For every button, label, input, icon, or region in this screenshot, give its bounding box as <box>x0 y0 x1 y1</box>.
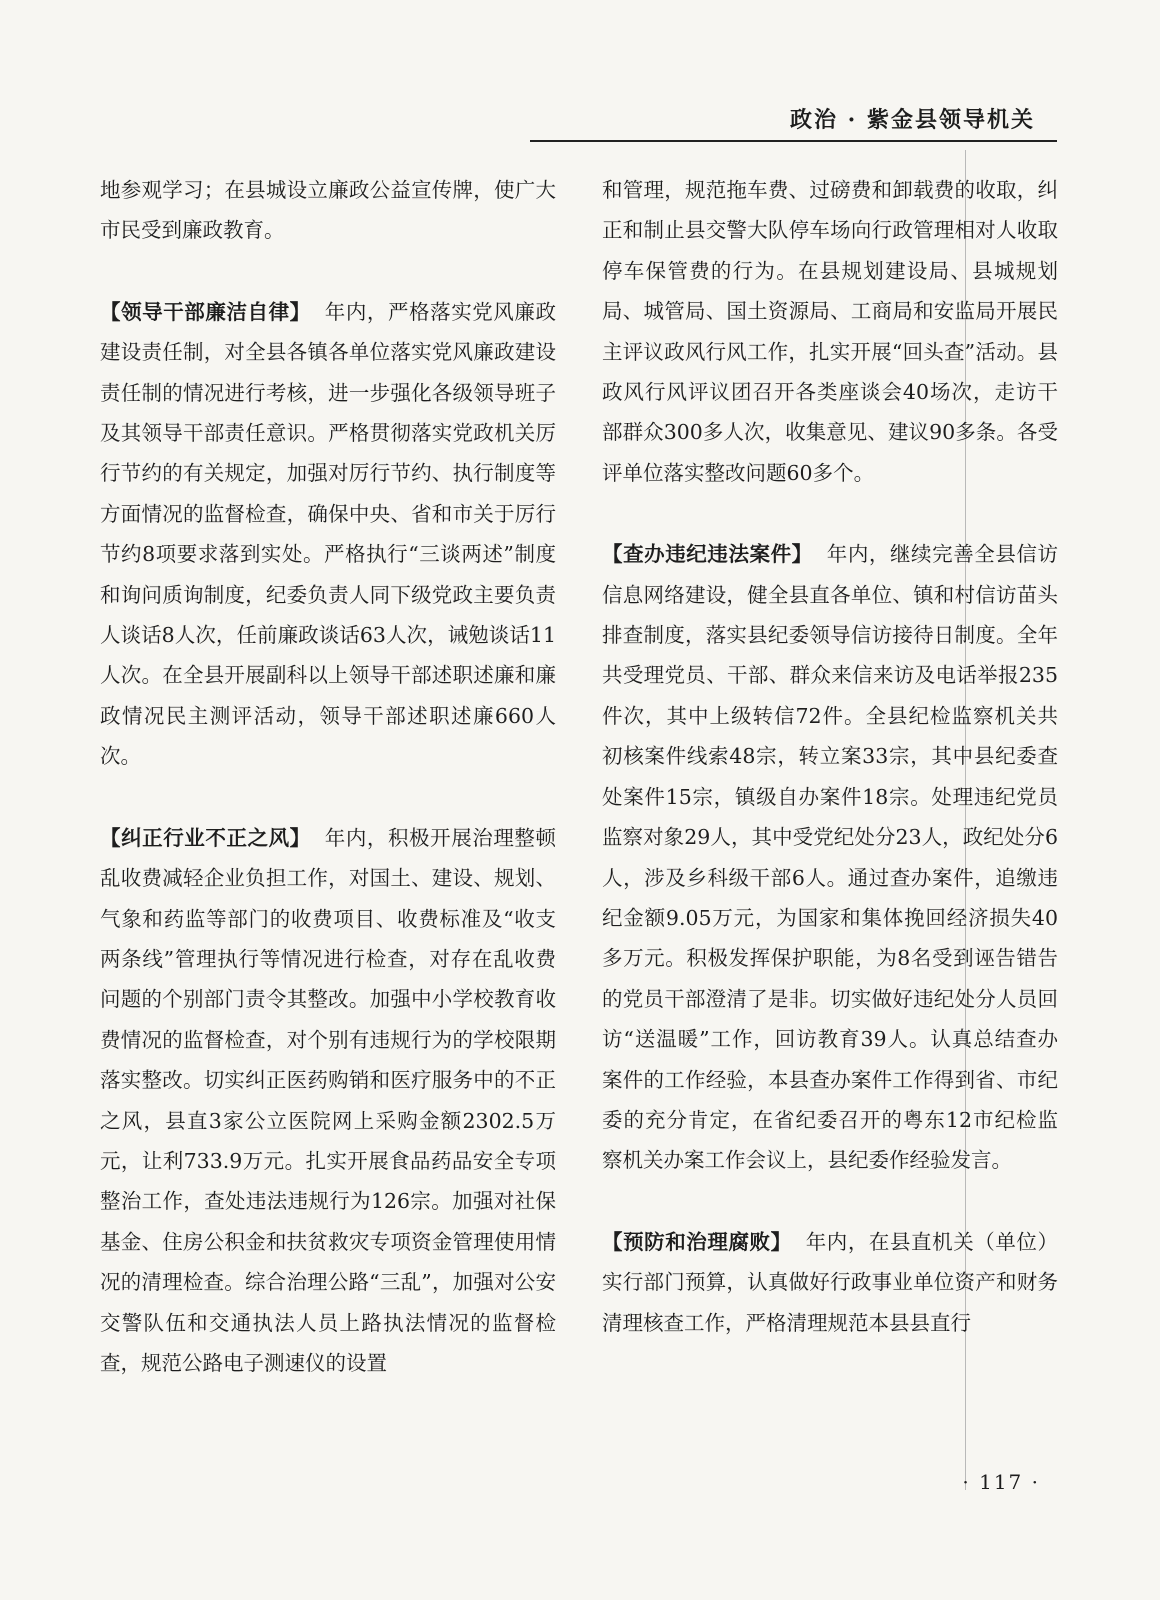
section-corruption-prevention <box>602 1222 1058 1343</box>
section-heading: 【预防和治理腐败】 <box>602 1229 792 1254</box>
section-leader-integrity <box>100 292 556 777</box>
page-number: · 117 · <box>962 1470 1040 1494</box>
section-heading: 【领导干部廉洁自律】 <box>100 299 311 324</box>
left-column <box>100 170 556 1383</box>
continued-paragraph: 和管理，规范拖车费、过磅费和卸载费的收取，纠正和制止县交警大队停车场向行政管理相对人收取停车保管费的行为。在县规划建设局、县城规划局、城管局、国土资源局、工商局和安监局开展民主评议政风行风工作，扎实开展“回头查”活动。县政风行风评议团召开各类座谈会40场次，走访干部群众300多人次，收集意见、建议90多条。各受评单位落实整改问题60多个。 <box>602 178 1058 485</box>
section-heading: 【纠正行业不正之风】 <box>100 825 311 850</box>
section-case-investigation <box>602 534 1058 1181</box>
running-header <box>530 100 1057 142</box>
section-body: 年内，继续完善全县信访信息网络建设，健全县直各单位、镇和村信访苗头排查制度，落实县纪委领导信访接待日制度。全年共受理党员、干部、群众来信来访及电话举报235件次，其中上级转信72件。全县纪检监察机关共初核案件线索48宗，转立案33宗，其中县纪委查处案件15宗，镇级自办案件18宗。处理违纪党员监察对象29人，其中受党纪处分23人，政纪处分6人，涉及乡科级干部6人。通过查办案件，追缴违纪金额9.05万元，为国家和集体挽回经济损失40多万元。积极发挥保护职能，为8名受到诬告错告的党员干部澄清了是非。切实做好违纪处分人员回访“送温暖”工作，回访教育39人。认真总结查办案件的工作经验，本县查办案件工作得到省、市纪委的充分肯定，在省纪委召开的粤东12市纪检监察机关办案工作会议上，县纪委作经验发言。 <box>602 542 1058 1173</box>
section-body: 年内，积极开展治理整顿乱收费减轻企业负担工作，对国土、建设、规划、气象和药监等部门的收费项目、收费标准及“收支两条线”管理执行等情况进行检查，对存在乱收费问题的个别部门责令其整改。加强中小学校教育收费情况的监督检查，对个别有违规行为的学校限期落实整改。切实纠正医药购销和医疗服务中的不正之风，县直3家公立医院网上采购金额2302.5万元，让利733.9万元。扎实开展食品药品安全专项整治工作，查处违法违规行为126宗。加强对社保基金、住房公积金和扶贫救灾专项资金管理使用情况的清理检查。综合治理公路“三乱”，加强对公安交警队伍和交通执法人员上路执法情况的监督检查，规范公路电子测速仪的设置 <box>100 825 556 1375</box>
running-title: 政治 · 紫金县领导机关 <box>790 107 1035 133</box>
continued-paragraph: 地参观学习；在县城设立廉政公益宣传牌，使广大市民受到廉政教育。 <box>100 178 556 243</box>
section-body: 年内，在县直机关（单位）实行部门预算，认真做好行政事业单位资产和财务清理核查工作，严格清理规范本县县直行 <box>602 1229 1059 1335</box>
section-industry-misconduct <box>100 818 556 1384</box>
section-heading: 【查办违纪违法案件】 <box>602 542 813 567</box>
right-column <box>602 170 1058 1343</box>
section-body: 年内，严格落实党风廉政建设责任制，对全县各镇各单位落实党风廉政建设责任制的情况进行考核，进一步强化各级领导班子及其领导干部责任意识。严格贯彻落实党政机关厉行节约的有关规定，加强对厉行节约、执行制度等方面情况的监督检查，确保中央、省和市关于厉行节约8项要求落到实处。严格执行“三谈两述”制度和询问质询制度，纪委负责人同下级党政主要负责人谈话8人次，任前廉政谈话63人次，诫勉谈话11人次。在全县开展副科以上领导干部述职述廉和廉政情况民主测评活动，领导干部述职述廉660人次。 <box>100 299 556 769</box>
